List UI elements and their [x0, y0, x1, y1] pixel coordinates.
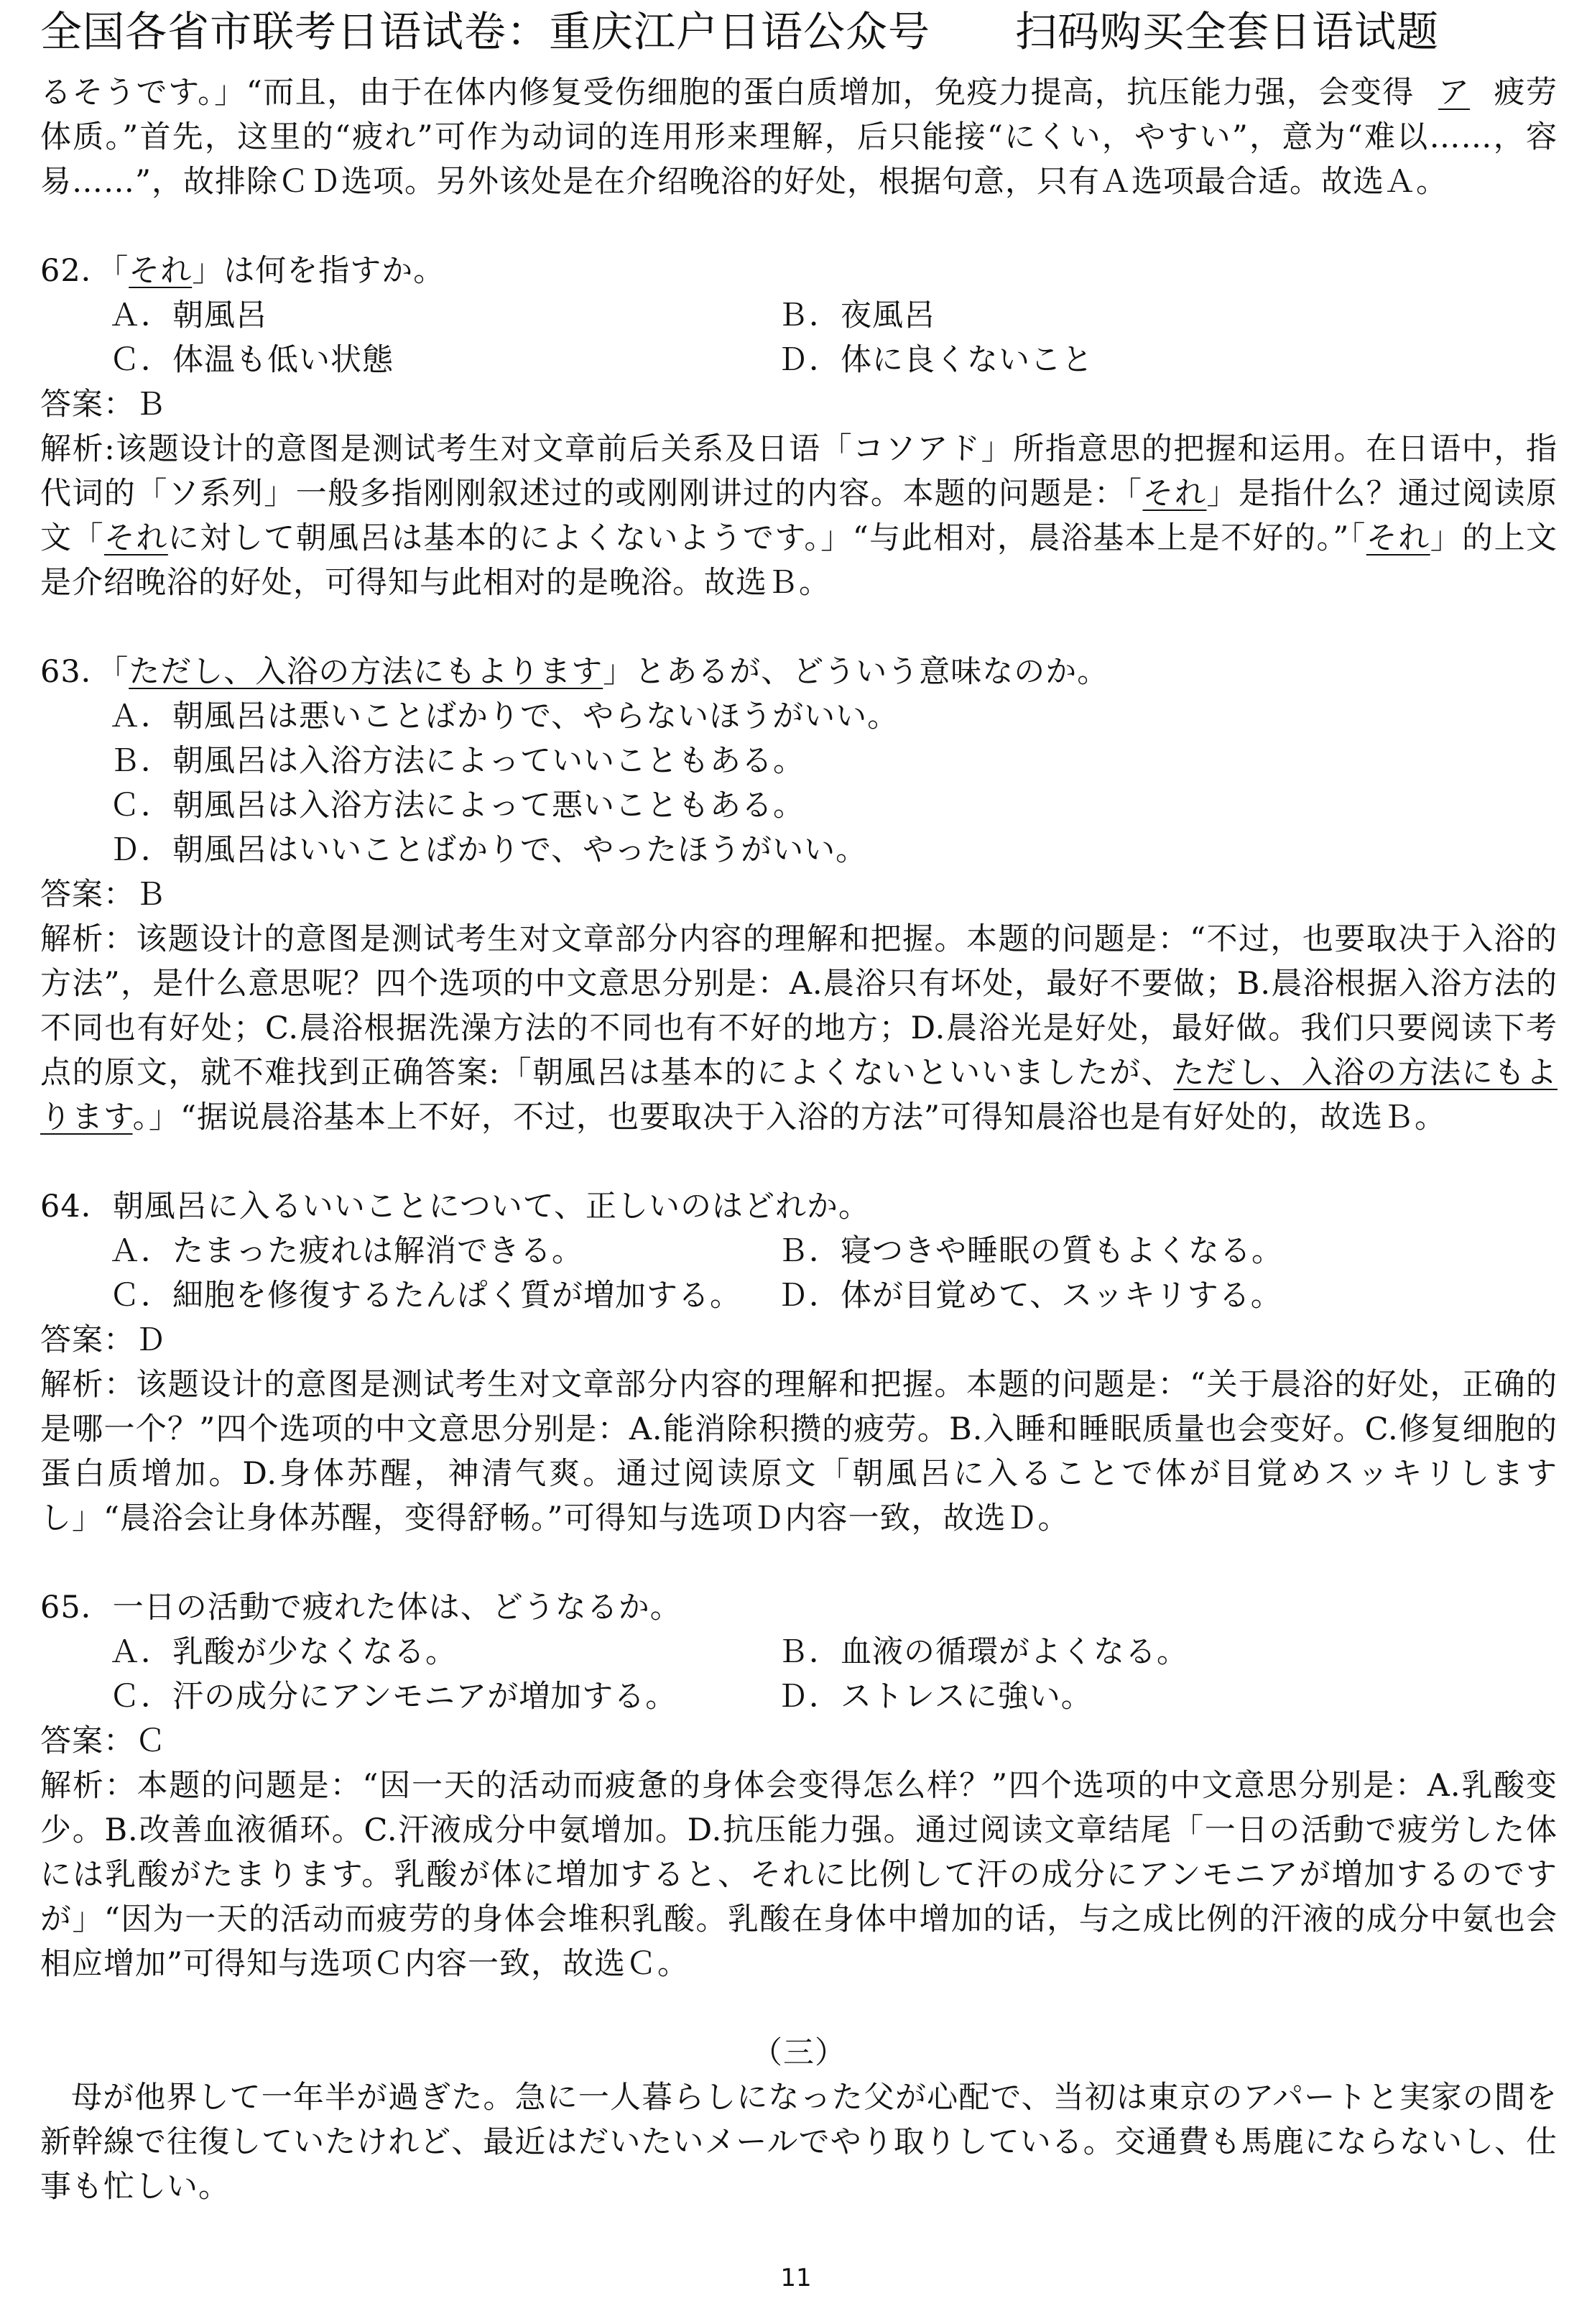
q64-option-b: Ｂ．寝つきや睡眠の質もよくなる。: [777, 1233, 1283, 1269]
q62-exp-u3: それ: [1366, 520, 1430, 556]
q62-answer: 答案：Ｂ: [40, 387, 167, 423]
q62-option-b: Ｂ．夜風呂: [777, 298, 935, 333]
q62-option-d: Ｄ．体に良くないこと: [777, 342, 1093, 378]
q63-exp-2: 。」“据说晨浴基本上不好，不过，也要取决于入浴的方法”可得知晨浴也是有好处的，故选Ｂ。: [132, 1099, 1447, 1135]
q62-option-c: Ｃ．体温も低い状態: [109, 342, 394, 378]
page-header: 全国各省市联考日语试卷：重庆江户日语公众号 扫码购买全套日语试题: [40, 7, 1440, 56]
q62-exp-2: 」是指什么？通过阅读原文「: [40, 476, 1558, 556]
q62-prefix: 62．「: [40, 253, 129, 289]
q62-options-row-1: [40, 293, 1558, 338]
q64-explanation: 解析：该题设计的意图是测试考生对文章部分内容的理解和把握。本题的问题是：“关于晨浴的好处，正确的是哪一个？”四个选项的中文意思分别是：A.能消除积攒的疲劳。B.入睡和睡眠质量也会变好。C.修复细胞的蛋白质增加。D.身体苏醒，神清气爽。通过阅读原文「朝風呂に入ることで体が目覚めスッキリしますし」“晨浴会让身体苏醒，变得舒畅。”可得知与选项Ｄ内容一致，故选Ｄ。: [40, 1367, 1558, 1536]
page-number: 11: [780, 2264, 812, 2292]
question-65: 65．一日の活動で疲れた体は、どうなるか。: [40, 1590, 682, 1626]
q63-exp-underlined: ただし、入浴の方法にもよります: [40, 1055, 1558, 1135]
question-62: [40, 249, 1558, 293]
q65-option-b: Ｂ．血液の循環がよくなる。: [777, 1634, 1188, 1670]
q65-answer: 答案：Ｃ: [40, 1723, 167, 1759]
q62-exp-4: 」的上文是介绍晚浴的好处，可得知与此相对的是晚浴。故选Ｂ。: [40, 520, 1558, 601]
q63-option-c: Ｃ．朝風呂は入浴方法によって悪いこともある。: [109, 788, 805, 824]
intro-paragraph: [40, 70, 1558, 204]
q65-options-row-1: [40, 1630, 1558, 1674]
q64-options-row-1: [40, 1229, 1558, 1273]
q63-explanation: [40, 917, 1558, 1140]
q62-exp-1: 解析:该题设计的意图是测试考生对文章前后关系及日语「コソアド」所指意思的把握和运用。在日语中，指代词的「ソ系列」一般多指刚刚叙述过的或刚刚讲过的内容。本题的问题是：「: [40, 431, 1558, 512]
q62-exp-u2: それ: [103, 520, 168, 556]
answer-blank: ア: [1438, 75, 1470, 111]
q63-option-a: Ａ．朝風呂は悪いことばかりで、やらないほうがいい。: [109, 698, 899, 734]
q62-explanation: [40, 427, 1558, 605]
q62-exp-u1: それ: [1142, 476, 1207, 512]
question-63: [40, 650, 1558, 694]
q62-option-a: Ａ．朝風呂: [109, 298, 267, 333]
q63-exp-1: 解析：该题设计的意图是测试考生对文章部分内容的理解和把握。本题的问题是：“不过，也要取决于入浴的方法”，是什么意思呢？四个选项的中文意思分别是：A.晨浴只有坏处，最好不要做；B.晨浴根据入浴方法的不同也有好处；C.晨浴根据洗澡方法的不同也有不好的地方；D.晨浴光是好处，最好做。我们只要阅读下考点的原文，就不难找到正确答案:「朝風呂は基本的によくないといいましたが、: [40, 921, 1558, 1091]
q63-answer: 答案：Ｂ: [40, 877, 167, 913]
q65-options-row-2: [40, 1674, 1558, 1719]
intro-text-2: 疲劳体质。”首先，这里的“疲れ”可作为动词的连用形来理解，后只能接“にくい，やすい”，意为“难以……，容易……”，故排除ＣＤ选项。另外该处是在介绍晚浴的好处，根据句意，只有Ａ选项最合适。故选Ａ。: [40, 75, 1558, 200]
q65-option-d: Ｄ．ストレスに強い。: [777, 1679, 1093, 1715]
q63-option-d: Ｄ．朝風呂はいいことばかりで、やったほうがいい。: [109, 832, 868, 868]
q64-option-a: Ａ．たまった疲れは解消できる。: [109, 1233, 583, 1269]
q64-option-c: Ｃ．細胞を修復するたんぱく質が増加する。: [109, 1278, 741, 1314]
q62-exp-3: に対して朝風呂は基本的によくないようです。」“与此相对，晨浴基本上是不好的。”「: [167, 520, 1366, 556]
q63-option-b: Ｂ．朝風呂は入浴方法によっていいこともある。: [109, 743, 805, 779]
q65-option-a: Ａ．乳酸が少なくなる。: [109, 1634, 457, 1670]
q63-prefix: 63．「: [40, 654, 129, 690]
q62-suffix: 」は何を指すか。: [192, 253, 445, 289]
page-content: [40, 70, 1558, 2209]
section-title: （三）: [751, 2035, 846, 2071]
q63-underlined: ただし、入浴の方法にもよります: [129, 654, 603, 690]
reading-passage: 母が他界して一年半が過ぎた。急に一人暮らしになった父が心配で、当初は東京のアパートと実家の間を新幹線で往復していたけれど、最近はだいたいメールでやり取りしている。交通費も馬鹿にならないし、仕事も忙しい。: [40, 2080, 1558, 2205]
q64-option-d: Ｄ．体が目覚めて、スッキリする。: [777, 1278, 1282, 1314]
q62-options-row-2: [40, 338, 1558, 382]
q62-underlined: それ: [129, 253, 193, 289]
q64-options-row-2: [40, 1273, 1558, 1318]
q64-answer: 答案：Ｄ: [40, 1322, 167, 1358]
intro-text-1: るそうです。」“而且，由于在体内修复受伤细胞的蛋白质增加，免疫力提高，抗压能力强，会变得: [40, 75, 1415, 111]
q63-suffix: 」とあるが、どういう意味なのか。: [603, 654, 1109, 690]
q65-option-c: Ｃ．汗の成分にアンモニアが増加する。: [109, 1679, 677, 1715]
q65-explanation: 解析：本题的问题是：“因一天的活动而疲惫的身体会变得怎么样？”四个选项的中文意思分别是：A.乳酸变少。B.改善血液循环。C.汗液成分中氨增加。D.抗压能力强。通过阅读文章结尾「一日の活動で疲労した体には乳酸がたまります。乳酸が体に増加すると、それに比例して汗の成分にアンモニアが増加するのですが」“因为一天的活动而疲劳的身体会堆积乳酸。乳酸在身体中增加的话，与之成比例的汗液的成分中氨也会相应增加”可得知与选项Ｃ内容一致，故选Ｃ。: [40, 1768, 1558, 1982]
question-64: 64．朝風呂に入るいいことについて、正しいのはどれか。: [40, 1189, 870, 1225]
